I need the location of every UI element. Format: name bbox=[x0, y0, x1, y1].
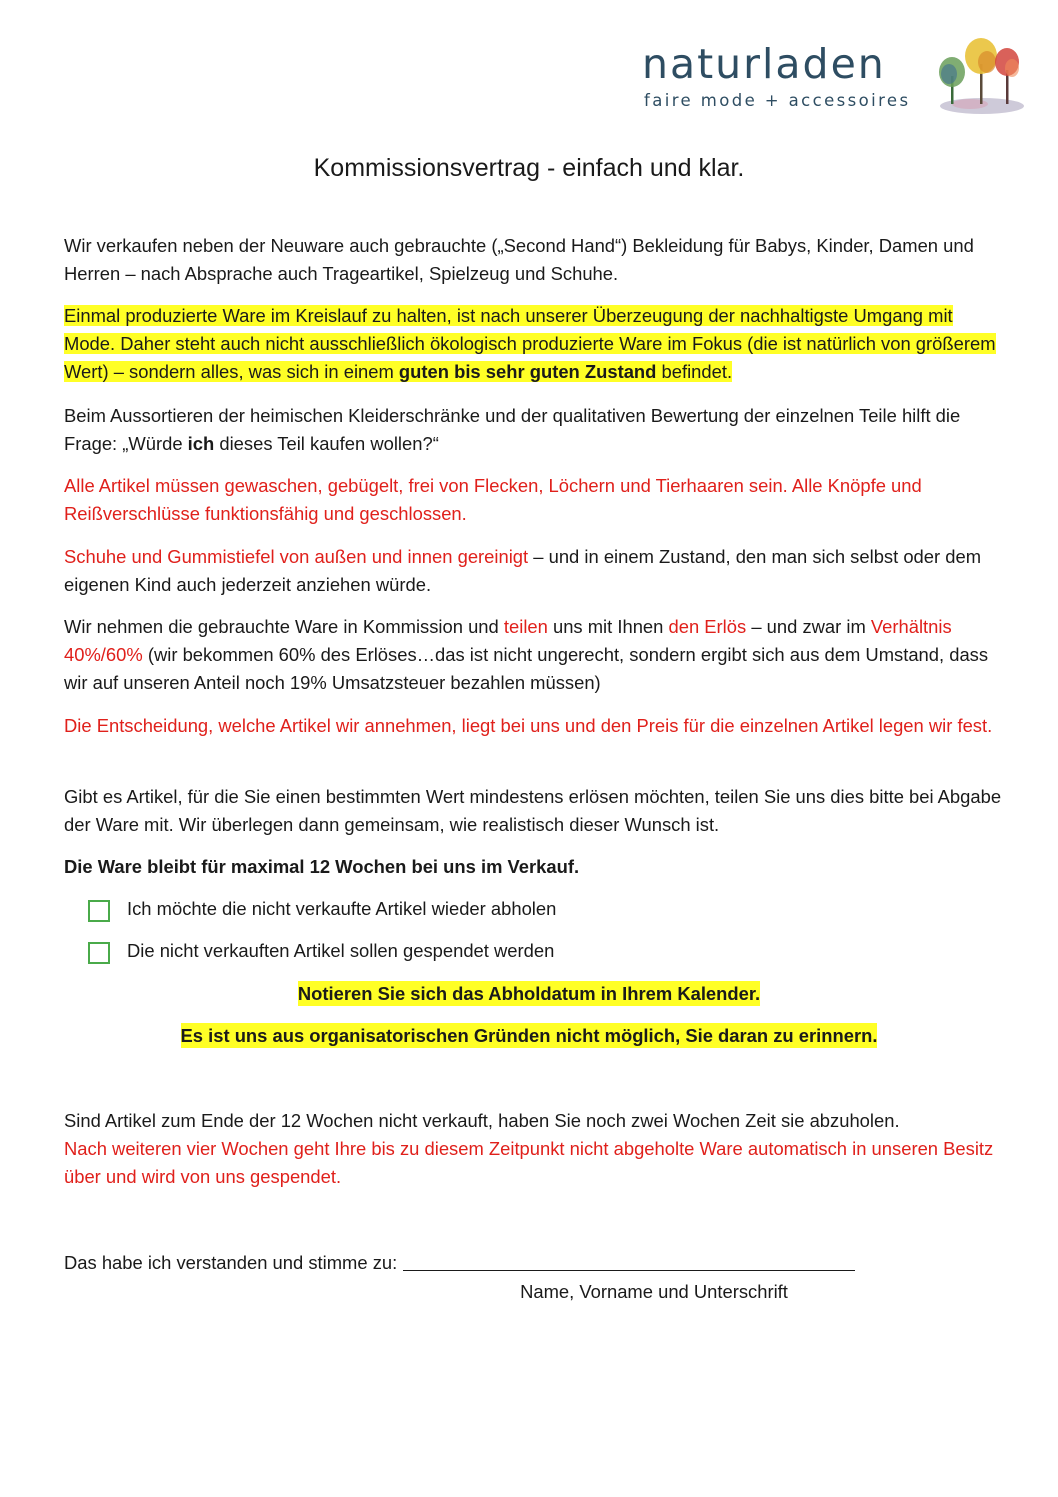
ich-emphasis: ich bbox=[187, 433, 215, 454]
shoes-requirement: Schuhe und Gummistiefel von außen und innen gereinigt bbox=[64, 546, 529, 567]
commission-teilen: teilen bbox=[503, 616, 548, 637]
condition-emphasis: guten bis sehr guten Zustand bbox=[398, 361, 657, 382]
duration-statement: Die Ware bleibt für maximal 12 Wochen bei uns im Verkauf. bbox=[64, 856, 580, 877]
pickup-checkbox[interactable] bbox=[88, 900, 110, 922]
sorting-text: Beim Aussortieren der heimischen Kleiderschränke und der qualitativen Bewertung der einzelnen Teile hilft die Frage: „Würde bbox=[64, 405, 961, 454]
commission-erloes: den Erlös bbox=[668, 616, 747, 637]
commission-text-a: Wir nehmen die gebrauchte Ware in Kommission und bbox=[64, 616, 504, 637]
pickup-deadline-paragraph bbox=[64, 1107, 1004, 1191]
minimum-value-paragraph: Gibt es Artikel, für die Sie einen bestimmten Wert mindestens erlösen möchten, teilen Sie uns dies bitte bei Abgabe der Ware mit. Wir überlegen dann gemeinsam, wie realistisch dieser Wunsch ist. bbox=[64, 786, 1002, 835]
commission-explanation: (wir bekommen 60% des Erlöses…das ist nicht ungerecht, sondern ergibt sich aus dem Umstand, dass wir auf unseren Anteil noch 19% Umsatzsteuer bezahlen müssen) bbox=[64, 644, 989, 693]
requirements-paragraph: Alle Artikel müssen gewaschen, gebügelt, frei von Flecken, Löchern und Tierhaaren sein. Alle Knöpfe und Reißverschlüsse funktionsfähig und geschlossen. bbox=[64, 475, 922, 524]
logo-name: naturladen bbox=[642, 40, 886, 88]
intro-paragraph: Wir verkaufen neben der Neuware auch gebrauchte („Second Hand“) Bekleidung für Babys, Kinder, Damen und Herren – nach Absprache auch Trageartikel, Spielzeug und Schuhe. bbox=[64, 235, 974, 284]
pickup-label: Ich möchte die nicht verkaufte Artikel wieder abholen bbox=[127, 898, 557, 919]
signature-label: Das habe ich verstanden und stimme zu: bbox=[64, 1252, 398, 1273]
trees-illustration-icon bbox=[932, 34, 1024, 114]
signature-caption: Name, Vorname und Unterschrift bbox=[520, 1281, 788, 1302]
signature-field[interactable] bbox=[403, 1248, 855, 1271]
shoes-text: – und in einem Zustand, den man sich selbst oder dem eigenen Kind auch jederzeit anziehen würde. bbox=[64, 546, 982, 595]
commission-text-c: uns mit Ihnen bbox=[547, 616, 669, 637]
pickup-deadline-text: Sind Artikel zum Ende der 12 Wochen nicht verkauft, haben Sie noch zwei Wochen Zeit sie abzuholen. bbox=[64, 1110, 900, 1131]
donate-checkbox[interactable] bbox=[88, 942, 110, 964]
reminder-notice bbox=[0, 1022, 1058, 1050]
decision-paragraph: Die Entscheidung, welche Artikel wir annehmen, liegt bei uns und den Preis für die einzelnen Artikel legen wir fest. bbox=[64, 715, 993, 736]
shoes-paragraph bbox=[64, 543, 1004, 599]
sustainability-text: Einmal produzierte Ware im Kreislauf zu halten, ist nach unserer Überzeugung der nachhaltigste Umgang mit Mode. Daher steht auch nicht ausschließlich ökologisch produzierte Ware im Fokus (die ist natürlich von größerem Wert) – sondern alles, was sich in einem bbox=[64, 305, 996, 382]
calendar-notice bbox=[0, 980, 1058, 1008]
calendar-notice-text: Notieren Sie sich das Abholdatum in Ihrem Kalender. bbox=[297, 983, 761, 1004]
logo-tagline: faire mode + accessoires bbox=[644, 91, 911, 110]
sorting-end: dieses Teil kaufen wollen?“ bbox=[214, 433, 439, 454]
commission-text-e: – und zwar im bbox=[746, 616, 871, 637]
document-title: Kommissionsvertrag - einfach und klar. bbox=[313, 154, 745, 182]
signature-line bbox=[64, 1248, 855, 1277]
logo bbox=[640, 34, 1030, 114]
reminder-notice-text: Es ist uns aus organisatorischen Gründen nicht möglich, Sie daran zu erinnern. bbox=[180, 1025, 878, 1046]
sorting-paragraph bbox=[64, 402, 1004, 458]
donate-label: Die nicht verkauften Artikel sollen gespendet werden bbox=[127, 940, 555, 961]
sustainability-end: befindet. bbox=[656, 361, 733, 382]
sustainability-paragraph bbox=[64, 302, 1004, 386]
commission-paragraph bbox=[64, 613, 1004, 697]
commission-ratio: Verhältnis 40%/60% bbox=[64, 616, 952, 665]
donation-policy-text: Nach weiteren vier Wochen geht Ihre bis zu diesem Zeitpunkt nicht abgeholte Ware automatisch in unseren Besitz über und wird von uns gespendet. bbox=[64, 1138, 994, 1187]
